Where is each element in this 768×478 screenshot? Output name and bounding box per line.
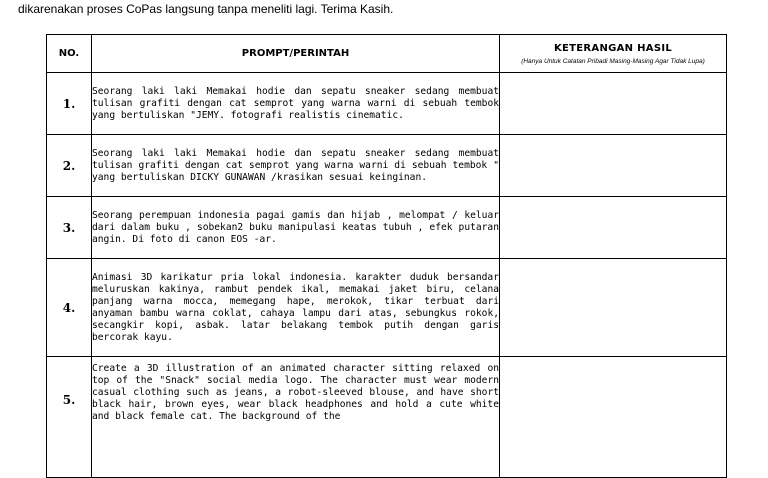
prompt-text[interactable]: Seorang laki laki Memakai hodie dan sepatu sneaker sedang membuat tulisan grafiti dengan cat semprot yang warna warni di sebuah tembok yang bertuliskan "JEMY. fotografi realistis cinematic. [92,85,499,121]
row-hasil-cell[interactable] [500,259,727,357]
row-number: 3. [47,197,92,259]
prompt-text[interactable]: Create a 3D illustration of an animated character sitting relaxed on top of the "Snack" social media logo. The character must wear modern casual clothing such as jeans, a robot-sleeved blouse, and have short black hair, brown eyes, wear black headphones and hold a cute white and black female cat. The background of the [92,363,499,422]
table-row [47,135,727,197]
row-hasil-cell[interactable] [500,135,727,197]
row-hasil-cell[interactable] [500,357,727,478]
table-row [47,259,727,357]
header-hasil [500,35,727,73]
row-number: 2. [47,135,92,197]
table-row [47,357,727,478]
table-row [47,73,727,135]
row-prompt[interactable] [92,197,500,259]
header-no: NO. [47,35,92,73]
row-number: 4. [47,259,92,357]
row-hasil-cell[interactable] [500,73,727,135]
row-prompt[interactable] [92,73,500,135]
prompt-text[interactable]: Seorang laki laki Memakai hodie dan sepatu sneaker sedang membuat tulisan grafiti dengan cat semprot yang warna warni di sebuah tembok " yang bertuliskan DICKY GUNAWAN /krasikan sesuai keinginan. [92,147,499,183]
header-prompt: PROMPT/PERINTAH [92,35,500,73]
row-prompt[interactable] [92,357,500,478]
table-row [47,197,727,259]
row-number: 1. [47,73,92,135]
row-prompt[interactable] [92,259,500,357]
row-prompt[interactable] [92,135,500,197]
prompt-text[interactable]: Animasi 3D karikatur pria lokal indonesia. karakter duduk bersandar meluruskan kakinya, rambut pendek ikal, memakai jaket biru, celana panjang warna mocca, memegang hape, merokok, tikar terbuat dari anyaman bambu warna coklat, cahaya lampu dari atas, sebungkus rokok, secangkir kopi, asbak. latar belakang tembok putih dengan garis bercorak kayu. [92,271,499,343]
prompt-table [46,34,727,478]
prompt-text[interactable]: Seorang perempuan indonesia pagai gamis dan hijab , melompat / keluar dari dalam buku , sobekan2 buku manipulasi keatas tubuh , efek putaran angin. Di foto di canon EOS -ar. [92,209,499,245]
intro-text: dikarenakan proses CoPas langsung tanpa meneliti lagi. Terima Kasih. [18,2,394,16]
row-number: 5. [47,357,92,478]
header-hasil-title: KETERANGAN HASIL [553,42,673,54]
header-hasil-note: (Hanya Untuk Catatan Pribadi Masing-Masing Agar Tidak Lupa) [521,57,705,65]
row-hasil-cell[interactable] [500,197,727,259]
table-header-row [47,35,727,73]
